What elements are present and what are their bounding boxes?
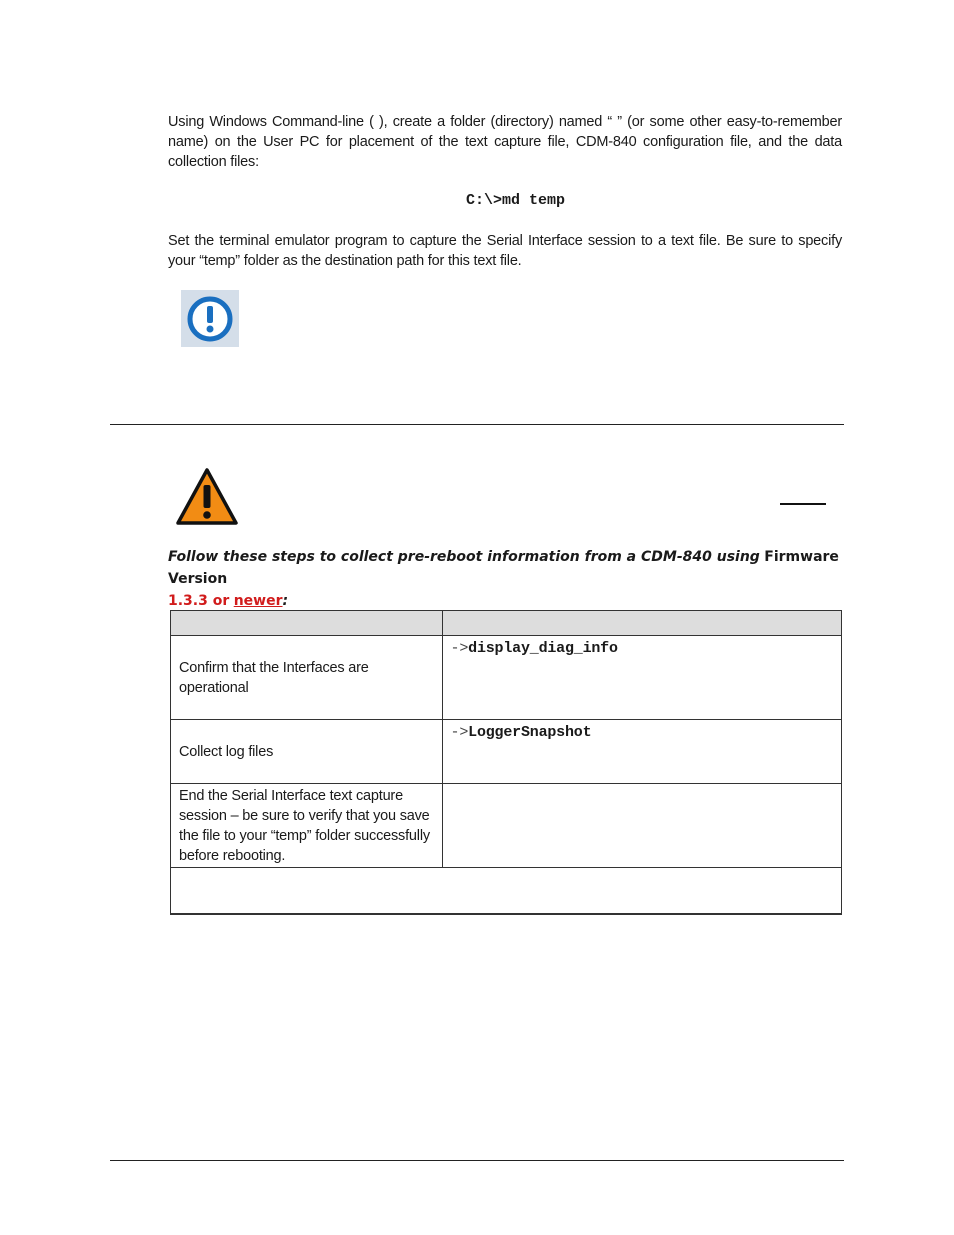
table-row [171, 636, 842, 720]
table-row [171, 720, 842, 784]
steps-table [170, 610, 842, 915]
newer-link: newer [233, 593, 283, 609]
step-description: Confirm that the Interfaces are operational [171, 636, 443, 720]
step-description: Collect log files [171, 720, 443, 784]
table-header-row [171, 611, 842, 636]
prompt-arrow: -> [450, 640, 469, 658]
md-temp-command: C:\>md temp [466, 192, 566, 209]
steps-intro [168, 546, 842, 612]
capture-paragraph: Set the terminal emulator program to capture the Serial Interface session to a text file. Be sure to specify your “temp” folder as the destination path for this text file. [168, 233, 842, 269]
command-name: display_diag_info [468, 640, 618, 658]
step-command [442, 720, 841, 784]
underline-mark [780, 503, 826, 505]
table-row [171, 784, 842, 868]
footer-divider [110, 1160, 844, 1161]
table-footer-cell [171, 868, 842, 914]
step-command [442, 636, 841, 720]
intro-paragraph: Using Windows Command-line ( ), create a folder (directory) named “ ” (or some other easy-to-remember name) on the User PC for placement of the text capture file, CDM-840 configuration file, and the data collection files: [168, 114, 842, 170]
steps-intro-colon: : [282, 593, 289, 609]
prompt-arrow: -> [450, 724, 469, 742]
version-number: 1.3.3 or [168, 593, 230, 609]
table-header-cell [442, 611, 841, 636]
command-name: LoggerSnapshot [468, 724, 592, 742]
section-divider [110, 424, 844, 425]
table-footer-row [171, 868, 842, 914]
step-description: End the Serial Interface text capture session – be sure to verify that you save the file to your “temp” folder successfully before rebooting. [171, 784, 443, 868]
step-command [442, 784, 841, 868]
warning-triangle-icon [175, 467, 239, 527]
exclamation-circle-icon [181, 290, 239, 347]
steps-intro-text: Follow these steps to collect pre-reboot information from a CDM-840 using [168, 549, 760, 565]
table-header-cell [171, 611, 443, 636]
firmware-version-label: Firmware Version [168, 549, 839, 587]
